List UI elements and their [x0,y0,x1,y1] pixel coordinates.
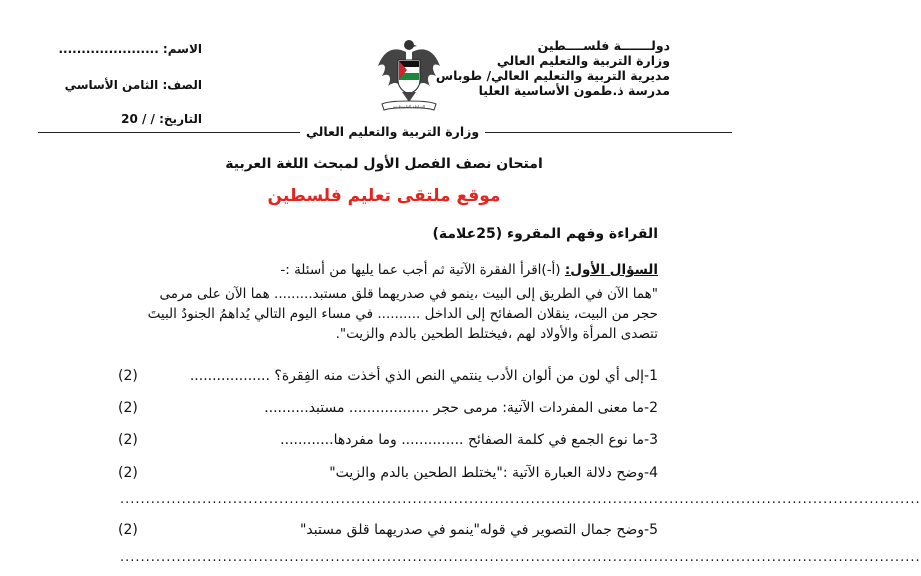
date-field: التاريخ: / / 20 [121,112,202,126]
passage-line: تتصدى المرأة والأولاد لهم ،فيختلط الطحين بالدم والزيت". [335,326,658,342]
question-text: 2-ما معنى المفردات الآتية: مرمى حجر .................. مستبد.......... [264,400,658,416]
header-line-school: مدرسة ذ.طمون الأساسية العليا [478,83,670,98]
name-field: الاسم: ...................... [58,42,202,56]
question-mark: (2) [118,432,138,448]
question-intro: (أ-)اقرأ الفقرة الآتية ثم أجب عما يليها من أسئلة :- [280,262,561,278]
site-title: موقع ملتقى تعليم فلسطين [267,186,501,206]
question-heading [280,262,658,278]
question-item [118,368,658,390]
question-mark: (2) [118,465,138,481]
exam-title: امتحان نصف الفصل الأول لمبحث اللغة العربية [225,156,543,172]
question-item [118,465,658,487]
question-item [118,400,658,422]
question-text: 5-وضح جمال التصوير في قوله"ينمو في صدريهما قلق مستبد" [299,522,658,538]
question-mark: (2) [118,368,138,384]
question-text: 3-ما نوع الجمع في كلمة الصفائح .............. وما مفردها............ [280,432,658,448]
answer-line: ............................................................................................................................................................ [120,492,921,507]
school-header [410,38,670,98]
header-line-ministry: وزارة التربية والتعليم العالي [496,53,670,68]
question-item [118,432,658,454]
grade-field: الصف: الثامن الأساسي [64,78,202,92]
passage-line: حجر من البيت، ينقلان الصفائح إلى الداخل .......... في مساء اليوم التالي يُداهمُ الجنودُ البيتَ [147,306,658,322]
reading-passage [98,284,658,344]
question-item [118,522,658,544]
question-mark: (2) [118,522,138,538]
question-label: السؤال الأول: [564,262,658,278]
answer-line: ............................................................................................................................................................ [120,550,921,565]
question-mark: (2) [118,400,138,416]
palestine-eagle-emblem-icon [376,36,442,118]
question-text: 4-وضح دلالة العبارة الآتية :"يختلط الطحين بالدم والزيت" [329,465,658,481]
header-line-country: دولـــــــة فلســــطين [537,38,670,53]
question-text: 1-إلى أي لون من ألوان الأدب ينتمي النص الذي أخذت منه الفِقرة؟ .................. [189,368,658,384]
ministry-caption: وزارة التربية والتعليم العالي [300,124,485,139]
section-heading: القراءة وفهم المقروء (25علامة) [432,226,658,242]
header-line-directorate: مديرية التربية والتعليم العالي/ طوباس [435,68,670,83]
emblem-caption: السلطة الفلسطينية [392,104,426,109]
passage-line: "هما الآن في الطريق إلى البيت ،ينمو في صدريهما قلق مستبد......... هما الآن على مرمى [159,286,658,302]
